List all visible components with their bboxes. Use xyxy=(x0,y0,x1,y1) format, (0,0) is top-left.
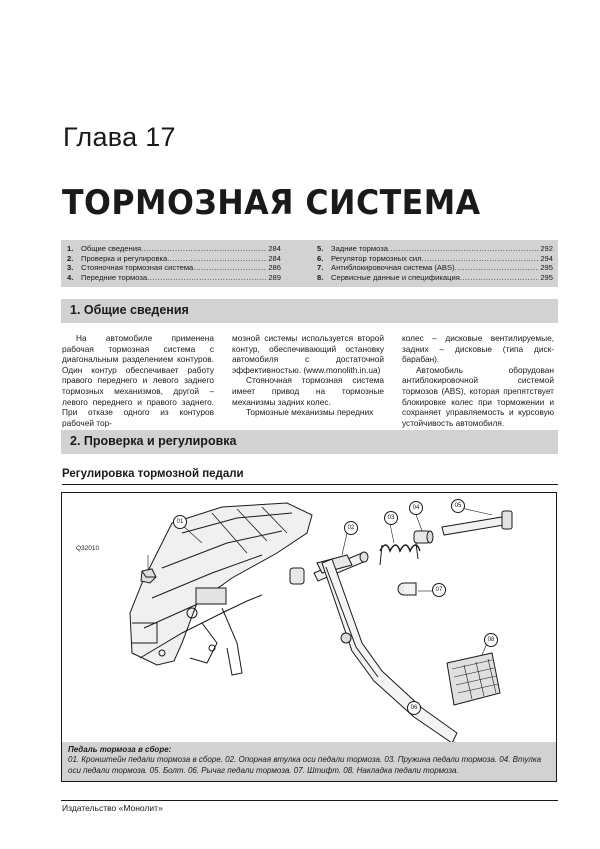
brake-pedal-drawing xyxy=(62,493,556,781)
toc-entry[interactable]: 5. Задние тормоза ..... 292 xyxy=(317,244,553,254)
publisher-footer: Издательство «Монолит» xyxy=(62,803,163,813)
text-column-1 xyxy=(62,333,214,428)
toc-entry[interactable]: 3. Стояночная тормозная система ..... 286 xyxy=(67,263,281,273)
toc-entry[interactable]: 2. Проверка и регулировка ..... 284 xyxy=(67,254,281,264)
paragraph: На автомобиле применена рабочая тормозная система с диагональным разделением контуров. Один контур обеспечивает работу правого переднего и левого заднего тормозных механизмов, другой – левого переднего и правого заднего. При отказе одного из контуров рабочей тор- xyxy=(62,333,214,428)
table-of-contents xyxy=(61,240,558,287)
callout-06: 06 xyxy=(407,701,421,715)
subsection-heading: Регулировка тормозной педали xyxy=(62,468,244,480)
bolt-part-drawing xyxy=(442,511,512,535)
toc-column-right xyxy=(317,244,553,282)
pedal-bracket-drawing xyxy=(130,503,312,675)
text-column-3 xyxy=(402,333,554,428)
callout-08: 08 xyxy=(484,633,498,647)
paragraph: мозной системы используется второй контур, обеспечивающий остановку автомобиля с достаточной эффективностью. (www.monolith.in.ua) xyxy=(232,333,384,375)
section-heading-check: 2. Проверка и регулировка xyxy=(61,430,558,454)
toc-column-left xyxy=(67,244,281,282)
axle-bushing-drawing xyxy=(414,531,433,543)
paragraph: Автомобиль оборудован антиблокировочной системой тормозов (ABS), которая препятствует блокировке колес при торможении и сохраняет управляемость и курсовую устойчивость автомобиля. xyxy=(402,364,554,428)
pedal-pad-drawing xyxy=(447,653,500,705)
subsection-underline xyxy=(62,484,558,485)
toc-entry[interactable]: 7. Антиблокировочная система (ABS) ..... 295 xyxy=(317,263,553,273)
section-heading-general: 1. Общие сведения xyxy=(61,299,558,323)
callout-02: 02 xyxy=(344,521,358,535)
toc-entry[interactable]: 4. Передние тормоза ..... 289 xyxy=(67,273,281,283)
toc-entry[interactable]: 6. Регулятор тормозных сил ..... 294 xyxy=(317,254,553,264)
part-code-label: Q32010 xyxy=(76,545,100,552)
chapter-label: Глава 17 xyxy=(63,122,176,152)
page-title: ТОРМОЗНАЯ СИСТЕМА xyxy=(62,183,481,223)
figure-caption xyxy=(62,742,556,781)
callout-07: 07 xyxy=(432,583,446,597)
footer-divider xyxy=(61,800,558,801)
toc-entry[interactable]: 1. Общие сведения ..... 284 xyxy=(67,244,281,254)
caption-text: 01. Кронштейн педали тормоза в сборе. 02. Опорная втулка оси педали тормоза. 03. Пружина педали тормоза. 04. Втулка оси педали тормоза. 05. Болт. 06. Рычаг педали тормоза. 07. Штифт. 08. Накладка педали тормоза. xyxy=(68,755,542,775)
toc-entry[interactable]: 8. Сервисные данные и спецификация ..... 295 xyxy=(317,273,553,283)
paragraph: Тормозные механизмы передних xyxy=(246,407,374,418)
callout-01: 01 xyxy=(173,515,187,529)
paragraph: колес – дисковые вентилируемые, задних – дисковые (типа диск- барабан). xyxy=(402,333,554,365)
text-column-2 xyxy=(232,333,384,418)
pin-part-drawing xyxy=(398,583,416,595)
spring-part-drawing xyxy=(380,543,420,565)
callout-05: 05 xyxy=(451,499,465,513)
callout-04: 04 xyxy=(409,501,423,515)
caption-title: Педаль тормоза в сборе: xyxy=(68,745,172,754)
paragraph: Стояночная тормозная система имеет привод на тормозные механизмы задних колес. xyxy=(232,375,384,407)
callout-03: 03 xyxy=(384,511,398,525)
brake-pedal-figure xyxy=(61,492,557,782)
